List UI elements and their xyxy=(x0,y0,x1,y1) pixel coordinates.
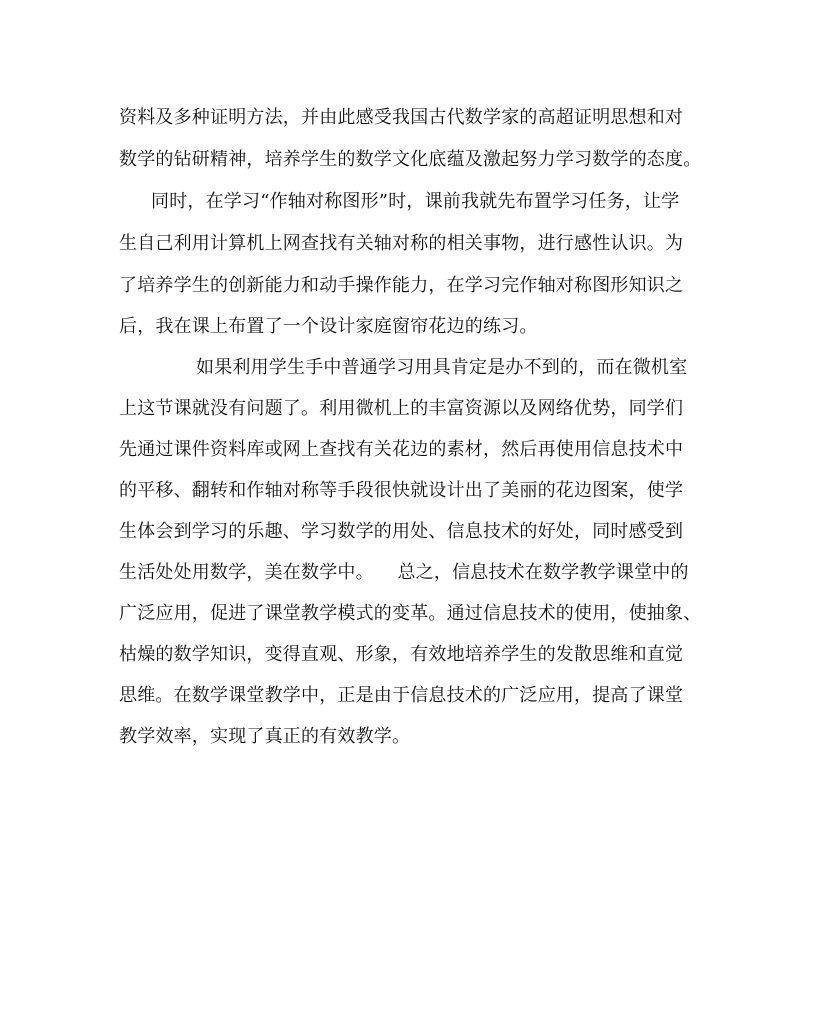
text-line: 同时，在学习“作轴对称图形”时，课前我就先布置学习任务，让学 xyxy=(151,191,680,212)
text-line: 数学的钻研精神，培养学生的数学文化底蕴及激起努力学习数学的态度。 xyxy=(119,149,702,170)
text-line: 如果利用学生手中普通学习用具肯定是办不到的，而在微机室 xyxy=(196,357,688,378)
text-line: 上这节课就没有问题了。利用微机上的丰富资源以及网络优势，同学们 xyxy=(119,398,684,419)
text-line: 生体会到学习的乐趣、学习数学的用处、信息技术的好处，同时感受到 xyxy=(119,521,684,542)
text-line: 生活处处用数学，美在数学中。 总之，信息技术在数学教学课堂中的 xyxy=(119,562,689,583)
text-line: 的平移、翻转和作轴对称等手段很快就设计出了美丽的花边图案，使学 xyxy=(119,480,684,501)
text-line: 思维。在数学课堂教学中，正是由于信息技术的广泛应用，提高了课堂 xyxy=(119,685,684,706)
text-line: 了培养学生的创新能力和动手操作能力，在学习完作轴对称图形知识之 xyxy=(119,275,684,296)
text-line: 广泛应用，促进了课堂教学模式的变革。通过信息技术的使用，使抽象、 xyxy=(119,603,702,624)
text-line: 枯燥的数学知识，变得直观、形象，有效地培养学生的发散思维和直觉 xyxy=(119,644,684,665)
text-line: 先通过课件资料库或网上查找有关花边的素材，然后再使用信息技术中 xyxy=(119,439,684,460)
text-line: 后，我在课上布置了一个设计家庭窗帘花边的练习。 xyxy=(119,316,538,337)
text-line: 资料及多种证明方法，并由此感受我国古代数学家的高超证明思想和对 xyxy=(119,107,684,128)
text-line: 教学效率，实现了真正的有效教学。 xyxy=(119,726,411,747)
text-line: 生自己利用计算机上网查找有关轴对称的相关事物，进行感性认识。为 xyxy=(119,233,684,254)
